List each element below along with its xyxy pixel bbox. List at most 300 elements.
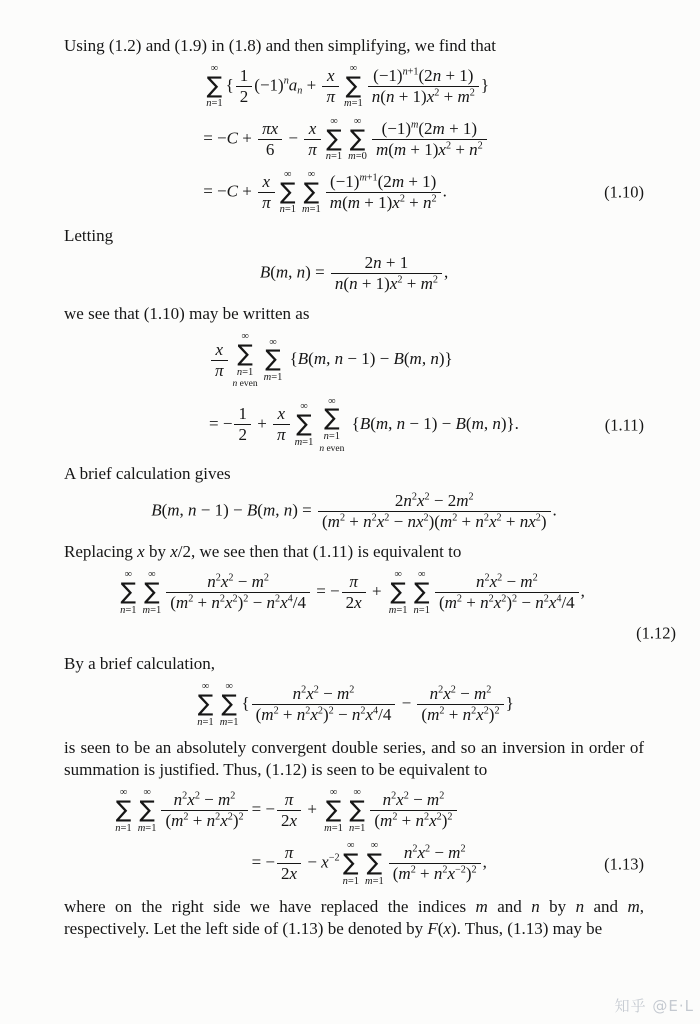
superscript: 2 (456, 593, 463, 605)
equation-body: B(m, n − 1) − B(m, n) = $\frac{2n^2x^2 - 2m^2}{(m^2 + n^2x^2 - nx^2)(m^2 + n^2x^2 + nx^2)}$ . (151, 491, 557, 532)
math-variable: n (433, 864, 443, 884)
summation-upper-limit: ∞ (148, 569, 156, 581)
math-variable: n (363, 512, 372, 532)
superscript: 2 (468, 491, 474, 503)
equation-row (64, 116, 644, 163)
superscript: 2 (543, 593, 549, 605)
math-variable: n (385, 87, 395, 107)
equation-row (64, 253, 644, 294)
fraction (236, 66, 253, 107)
summation-lower-limit: m=1 (137, 822, 157, 834)
math-variable: m (348, 151, 356, 163)
sigma-symbol: ∑ (343, 849, 359, 876)
superscript: 2 (497, 572, 503, 584)
superscript: 4 (287, 593, 293, 605)
math-variable: nx (519, 512, 536, 532)
math-variable: x (438, 140, 446, 159)
superscript: 2 (230, 790, 236, 802)
math-variable: C (226, 181, 238, 201)
summation-lower-limit: m=1 (344, 98, 363, 110)
math-variable: m (167, 500, 180, 520)
superscript: 2 (460, 843, 466, 855)
math-variable: m (359, 172, 367, 184)
fraction-numerator: $2n^2x^2 - 2m^2$ (394, 491, 474, 511)
equation (64, 63, 644, 216)
fraction-numerator: $(-1)^{m+1}(2m + 1)$ (330, 171, 437, 191)
superscript: 2 (494, 705, 500, 717)
equation-row (26, 622, 676, 644)
math-variable: m (388, 604, 397, 616)
summation-upper-limit: ∞ (349, 63, 358, 75)
math-variable: m (391, 171, 405, 191)
superscript: 2 (412, 843, 418, 855)
equation-body: ∞ ∑ n=1 ∞ ∑ m=1 $\frac{n^2x^2 - m^2}{(m^2 + n^2x^2)^2 - n^2x^4/4}$ = − $\frac{\pi}{2x}$ + ∞ ∑ m=1 ∞ ∑ n=1 $\frac{n^2x^2 - m^2}{(m^2 + n^2x^2)^2 - n^2x^4/4}$ , (120, 569, 585, 616)
fraction-denominator: $(m^2 + n^2x^2)^2 - n^2x^4/4$ (252, 704, 396, 725)
superscript: 2 (432, 274, 438, 286)
math-variable: nx (407, 512, 424, 532)
superscript: 2 (273, 705, 279, 717)
math-variable: m (473, 684, 487, 704)
fraction-denominator: 2x (277, 810, 301, 831)
superscript: 2 (403, 790, 409, 802)
math-variable: x (326, 66, 335, 86)
math-variable: x (224, 593, 233, 613)
sigma-symbol: ∑ (349, 125, 366, 152)
superscript: 2 (339, 512, 346, 524)
math-variable: x (417, 491, 425, 511)
paragraph: Using (1.2) and (1.9) in (1.8) and then simplifying, we find that (64, 36, 497, 55)
sigma-symbol: ∑ (414, 578, 430, 605)
fraction (368, 66, 479, 107)
math-variable: m (427, 705, 440, 725)
math-variable: B (455, 413, 466, 433)
superscript: 2 (483, 512, 489, 524)
math-variable: π (284, 843, 294, 863)
summation-upper-limit: ∞ (353, 116, 362, 128)
fraction-numerator: $n^2x^2 - m^2$ (382, 790, 445, 810)
math-variable: x (308, 118, 317, 138)
math-variable: x (170, 542, 178, 562)
math-variable: m (432, 118, 445, 138)
sigma-symbol: ∑ (296, 410, 312, 437)
math-variable: m (263, 372, 272, 384)
sigma-symbol: ∑ (144, 578, 160, 605)
summation-lower-limit: m=0 (348, 151, 367, 163)
superscript: 2 (219, 593, 225, 605)
math-variable: n (429, 684, 439, 704)
math-variable: m (426, 790, 440, 810)
summation (344, 63, 363, 110)
math-variable: n (475, 572, 485, 592)
summation (365, 840, 384, 887)
sigma-symbol: ∑ (324, 405, 340, 432)
page-content (64, 35, 676, 941)
fraction (277, 790, 301, 831)
math-variable: n (206, 811, 216, 831)
math-variable: n (423, 192, 432, 212)
math-variable: m (471, 413, 484, 433)
fraction (273, 404, 290, 445)
superscript: 4 (373, 705, 379, 717)
fraction-denominator: $(m^2 + n^2x^2)^2$ (417, 704, 503, 725)
math-variable: m (313, 349, 327, 369)
math-variable: m (302, 204, 310, 216)
math-variable: C (226, 128, 238, 148)
math-variable: n (211, 593, 220, 613)
math-variable: x (280, 593, 288, 613)
equation-rhs: = − $\frac{\pi}{2x}$ − $x^{-2}$ ∞ ∑ n=1 ∞ ∑ m=1 $\frac{n^2x^2 - m^2}{(m^2 + n^2x^{-2})^2}$ , (251, 840, 487, 887)
superscript: 2 (532, 572, 538, 584)
math-variable: n (323, 430, 329, 442)
math-variable: a (288, 75, 298, 95)
equation (64, 331, 644, 454)
sigma-symbol: ∑ (115, 797, 132, 824)
superscript: 2 (424, 843, 431, 855)
sigma-symbol: ∑ (349, 797, 365, 824)
equation-lhs (64, 787, 250, 834)
fraction-denominator (211, 360, 228, 381)
summation-condition: n even (232, 379, 258, 390)
math-variable: n (292, 684, 302, 704)
math-variable: n (325, 151, 331, 163)
math-variable: π (215, 360, 224, 380)
math-variable: F (427, 919, 438, 939)
math-variable: n (469, 140, 478, 159)
summation-lower-limit: n=1 (413, 604, 430, 616)
summation-lower-limit: n=1 (279, 204, 297, 216)
math-variable: π (308, 140, 317, 159)
summation-lower-limit: m=1 (324, 822, 343, 834)
summation-lower-limit: m=1 (294, 436, 314, 448)
math-variable: n (413, 604, 419, 616)
summation (264, 337, 283, 384)
paragraph: A brief calculation gives (64, 463, 231, 483)
math-variable: m (375, 140, 389, 159)
superscript: −2 (328, 853, 340, 865)
superscript: 2 (450, 684, 456, 696)
superscript: 2 (399, 193, 405, 205)
summation-lower-limit: m=1 (219, 716, 239, 728)
math-variable: x (306, 684, 314, 704)
superscript: 2 (227, 811, 233, 823)
math-variable: x (489, 572, 498, 592)
fraction-denominator: $n(n + 1)x^2 + m^2$ (368, 86, 479, 107)
math-variable: n (207, 572, 216, 592)
summation-upper-limit: ∞ (241, 331, 249, 343)
equation (64, 491, 644, 532)
math-variable: m (380, 811, 393, 831)
math-variable: m (251, 572, 264, 592)
superscript: 2 (484, 572, 490, 584)
superscript: n+1 (402, 66, 419, 78)
math-variable: x (321, 852, 329, 872)
fraction-denominator: $(m^2 + n^2x^2)^2 - n^2x^4/4$ (166, 592, 310, 613)
math-variable: B (297, 349, 309, 369)
summation-lower-limit: m=1 (388, 604, 408, 616)
fraction-numerator (258, 172, 275, 192)
math-variable: x (426, 87, 435, 107)
superscript: 2 (313, 684, 319, 696)
math-variable: n (475, 512, 484, 532)
summation-lower-limit: m=1 (263, 372, 283, 384)
superscript: −2 (455, 864, 466, 876)
summation-lower-limit: n=1 (206, 98, 223, 110)
fraction-denominator: $(m^2 + n^2x^{-2})^2$ (389, 863, 481, 884)
summation-upper-limit: ∞ (394, 569, 402, 581)
math-variable: x (289, 811, 298, 831)
equation-row (64, 681, 644, 728)
superscript (411, 119, 418, 130)
fraction-denominator: 6 (258, 139, 282, 160)
summation-lower-limit: n=1 (115, 822, 132, 834)
math-variable: B (259, 262, 271, 282)
fraction (234, 404, 251, 445)
math-variable: n (342, 875, 348, 887)
math-variable: n (296, 262, 306, 282)
superscript: 2 (471, 864, 477, 876)
summation-upper-limit: ∞ (418, 569, 426, 581)
sigma-symbol: ∑ (139, 797, 155, 824)
math-variable: m (171, 811, 184, 831)
summation-lower-limit: m=1 (302, 204, 321, 216)
math-variable: n (382, 790, 392, 810)
equation-row (64, 491, 644, 532)
math-variable: x (443, 684, 451, 704)
math-variable: n (403, 843, 413, 863)
math-variable: x (289, 864, 298, 884)
math-variable: m (439, 512, 453, 532)
fraction (389, 843, 481, 884)
summation (414, 569, 430, 616)
math-variable: n (371, 87, 381, 107)
summation (120, 569, 136, 616)
math-variable: π (326, 87, 336, 107)
fraction-numerator: $n^2x^2 - m^2$ (292, 684, 355, 704)
sigma-symbol: ∑ (206, 72, 223, 99)
sigma-symbol: ∑ (366, 849, 383, 876)
math-variable: x (389, 274, 398, 294)
equation-row (64, 63, 644, 110)
superscript: 2 (512, 593, 518, 605)
equation-number: (1.12) (636, 623, 676, 643)
summation-upper-limit: ∞ (225, 681, 233, 693)
math-variable: x (443, 919, 451, 939)
fraction (435, 572, 579, 613)
math-variable: n (232, 379, 238, 390)
fraction (304, 119, 321, 160)
summation-upper-limit: ∞ (201, 681, 210, 693)
superscript: 4 (556, 593, 562, 605)
fraction-numerator (273, 404, 290, 424)
summation (206, 63, 222, 110)
superscript: 2 (436, 811, 442, 823)
superscript: m+1 (359, 172, 378, 184)
fraction (331, 253, 442, 294)
summation-condition: n even (319, 443, 345, 454)
fraction-numerator: $n^2x^2 - m^2$ (173, 790, 236, 810)
superscript: 2 (471, 705, 477, 717)
math-variable: m (275, 262, 289, 282)
math-variable: m (344, 98, 352, 110)
fraction (166, 572, 310, 613)
math-variable: x (220, 811, 228, 831)
summation-lower-limit: n=1 (325, 151, 343, 163)
paragraph: is seen to be an absolutely convergent double series, and so an inversion in order of summation is justified. Thus, (1.12) is seen to be equivalent to (64, 738, 644, 780)
fraction-numerator (258, 119, 282, 139)
math-variable: m (520, 572, 533, 592)
math-variable: n (120, 604, 126, 616)
math-variable: n (266, 593, 275, 613)
math-variable: n (188, 500, 197, 520)
superscript: 2 (215, 811, 221, 823)
paragraph: Replacing x by x/2, we see then that (1.11) is equivalent to (64, 542, 462, 562)
fraction (258, 172, 275, 213)
math-variable: n (173, 790, 183, 810)
math-variable: π (277, 425, 286, 445)
summation-upper-limit: ∞ (143, 787, 151, 799)
fraction-denominator: $(m^2 + n^2x^2)^2$ (161, 810, 247, 831)
summation (349, 787, 365, 834)
superscript: 2 (535, 512, 541, 524)
superscript: 2 (317, 705, 323, 717)
equation-number: (1.10) (604, 182, 644, 202)
summation-lower-limit: m=1 (364, 875, 384, 887)
summation (233, 331, 258, 389)
math-variable: n (283, 500, 293, 520)
fraction (211, 340, 228, 381)
fraction-denominator: $(m^2 + n^2x^2)^2$ (370, 810, 456, 831)
math-variable: m (329, 192, 343, 212)
equation (64, 253, 644, 294)
big-brace: } (480, 75, 489, 95)
equation-number: (1.11) (604, 415, 644, 435)
sigma-symbol: ∑ (265, 346, 281, 373)
fraction-denominator: 2x (342, 592, 366, 613)
superscript: 2 (410, 864, 416, 876)
fraction (342, 572, 366, 613)
math-variable: x (310, 705, 318, 725)
superscript: 2 (438, 684, 444, 696)
summation-upper-limit: ∞ (124, 569, 133, 581)
sigma-symbol: ∑ (221, 690, 237, 717)
fraction-denominator (273, 424, 290, 445)
equation-number: (1.13) (604, 854, 644, 874)
math-variable: x (447, 864, 456, 884)
superscript: 2 (423, 512, 429, 524)
math-variable: n (351, 705, 361, 725)
math-variable: m (219, 716, 228, 728)
summation (138, 787, 157, 834)
big-brace: } (505, 693, 514, 713)
math-variable: x (376, 512, 385, 532)
zhihu-watermark: 知乎 @E·L (614, 996, 694, 1015)
fraction-numerator (277, 843, 301, 863)
summation (324, 787, 343, 834)
math-variable: m (327, 512, 340, 532)
math-variable: n (403, 491, 412, 511)
summation-upper-limit: ∞ (330, 116, 338, 128)
fraction (417, 684, 503, 725)
math-variable: πx (262, 118, 279, 138)
superscript: 2 (305, 705, 311, 717)
math-variable: m (261, 705, 274, 725)
summation-upper-limit: ∞ (329, 787, 338, 799)
math-variable: m (456, 491, 469, 511)
fraction (252, 684, 396, 725)
fraction (258, 119, 282, 160)
fraction-numerator (211, 340, 228, 360)
sigma-symbol: ∑ (237, 340, 253, 367)
math-variable: m (393, 140, 407, 159)
math-variable: m (294, 436, 303, 448)
math-variable: x (262, 171, 271, 191)
fraction-numerator: $(-1)^m(2m + 1)$ (381, 118, 478, 138)
superscript: 2 (360, 705, 366, 717)
superscript: 2 (194, 790, 200, 802)
fraction-numerator: 1 (239, 66, 249, 86)
superscript: 2 (501, 593, 507, 605)
summation-lower-limit: n=1 (120, 604, 137, 616)
math-variable: x (417, 843, 425, 863)
summation-lower-limit: n=1 (323, 430, 341, 442)
math-variable: m (142, 604, 151, 616)
math-variable: m (398, 864, 411, 884)
summation-upper-limit: ∞ (307, 168, 316, 180)
fraction-numerator: $n^2x^2 - m^2$ (475, 572, 538, 592)
math-variable: n (531, 897, 540, 917)
math-variable: n (373, 253, 382, 272)
fraction-denominator: $m(m + 1)x^2 + n^2$ (326, 192, 441, 213)
sigma-symbol: ∑ (345, 72, 362, 99)
math-variable: m (411, 119, 419, 131)
summation (115, 787, 131, 834)
fraction-denominator: $n(n + 1)x^2 + m^2$ (331, 273, 442, 294)
superscript: 2 (486, 684, 492, 696)
paragraph: we see that (1.10) may be written as (64, 304, 310, 324)
superscript: 2 (301, 684, 307, 696)
superscript: 2 (439, 790, 445, 802)
math-variable: n (296, 705, 306, 725)
equation-row (64, 840, 644, 887)
superscript: 2 (447, 811, 453, 823)
summation-upper-limit: ∞ (370, 840, 379, 852)
summation (197, 681, 213, 728)
fraction-numerator: $n^2x^2 - m^2$ (403, 843, 466, 863)
math-variable: B (359, 413, 371, 433)
math-variable: n (402, 66, 408, 78)
math-variable: m (137, 822, 146, 834)
fraction (322, 66, 339, 107)
summation (142, 569, 161, 616)
math-variable: n (492, 413, 501, 433)
fraction (277, 843, 301, 884)
math-variable: m (448, 843, 461, 863)
paragraph: Letting (64, 225, 114, 245)
fraction-numerator: 2n + 1 (364, 253, 409, 272)
math-variable: n (349, 274, 358, 294)
fraction (318, 491, 551, 532)
fraction-denominator: 2 (236, 86, 253, 107)
equation (64, 681, 644, 728)
paragraph: where on the right side we have replaced the indices m and n by n and m, respectively. Let the left side of (1.13) be denoted by F(x). Thus, (1.13) may be (64, 897, 645, 939)
summation-lower-limit: n=1 (348, 822, 366, 834)
superscript: 2 (439, 705, 445, 717)
math-variable: m (218, 790, 231, 810)
fraction-numerator (304, 119, 321, 139)
math-variable: x (493, 593, 502, 613)
superscript: 2 (188, 593, 194, 605)
summation-upper-limit: ∞ (353, 787, 361, 799)
